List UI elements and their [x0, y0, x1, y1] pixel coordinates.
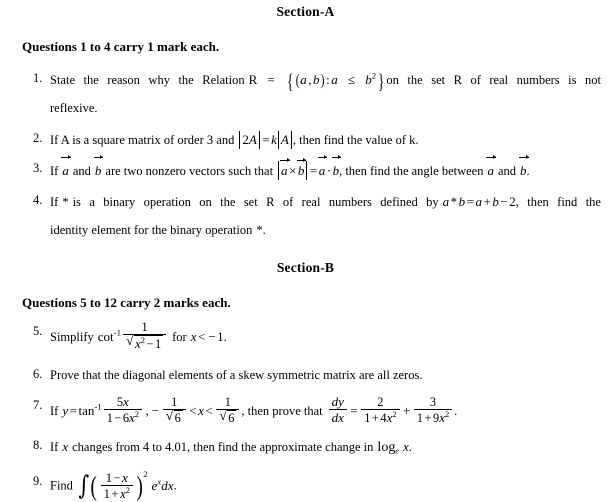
q2-determinant-formula: 2A = k A — [238, 132, 293, 147]
q3-vector-a-2: a — [487, 163, 494, 178]
q7-inequality: < x < — [189, 402, 213, 418]
q4-binary-op-formula: a * b = a + b − 2 — [442, 193, 516, 209]
q3-vector-b-2: b — [520, 163, 527, 178]
question-number-9: 9. — [33, 474, 43, 489]
question-item-6 — [33, 364, 611, 387]
q3-cross-dot-formula: a × b = a · b — [277, 163, 339, 178]
section-a-heading: Section-A — [276, 4, 335, 19]
q9-integral-formula: ∫( $\frac{1 - x}{1 + x^2}$ )$2e^xdx$ — [78, 469, 174, 502]
q7-lead-text: If — [50, 403, 59, 418]
q5-period: . — [223, 329, 227, 344]
question-number-6: 6. — [33, 366, 43, 381]
question-item-5 — [33, 321, 611, 352]
q5-cot-inverse-formula: $\cot^{-1}$ 1 √ $x^2 - 1$ — [98, 329, 168, 344]
q3-and-text-2: and — [497, 164, 517, 179]
q2-mid-text: , then find the value of k. — [292, 133, 419, 148]
exam-paper-page — [0, 4, 611, 502]
q7-period: . — [454, 403, 458, 418]
q4-line2-text: identity element for the binary operation — [50, 222, 253, 237]
section-a-marks-instruction: Questions 1 to 4 carry 1 mark each. — [22, 39, 220, 54]
q1-mid-text: on the set R of real numbers is not — [386, 73, 602, 87]
q1-lead-text: State the reason why the Relation — [50, 73, 245, 87]
q5-tail-text: for — [172, 329, 187, 344]
q1-relation-formula: R = { (a , b) : $a \le b^2$} — [248, 68, 385, 93]
question-number-5: 5. — [33, 323, 43, 338]
q9-period: . — [173, 478, 177, 493]
question-number-3: 3. — [33, 161, 43, 176]
question-number-8: 8. — [33, 438, 43, 453]
question-text-5 — [50, 321, 601, 352]
q8-mid-text: changes from 4 to 4.01, then find the approximate change in — [72, 440, 374, 455]
q7-lower-bound: − 1 √ 6 — [150, 403, 188, 418]
q8-period: . — [408, 440, 412, 455]
q3-vector-b: b — [95, 163, 102, 178]
q4-mid-text: is a binary operation on the set R of real numbers defined by — [72, 194, 439, 209]
question-item-2 — [33, 128, 611, 152]
q8-lead-text: If — [50, 440, 59, 455]
question-item-9 — [33, 471, 611, 502]
question-text-2 — [50, 128, 601, 152]
q4-star-symbol: * — [62, 194, 69, 209]
q3-vector-a: a — [62, 163, 69, 178]
question-text-6: Prove that the diagonal elements of a skew symmetric matrix are all zeros. — [50, 367, 423, 382]
q3-tail-text: , then find the angle between — [339, 164, 484, 179]
q3-and-text: and — [72, 164, 91, 179]
question-item-7 — [33, 395, 611, 426]
question-number-7: 7. — [33, 397, 43, 412]
q7-mid-text: , then prove that — [241, 403, 323, 418]
question-text-7 — [50, 395, 601, 426]
q7-upper-bound: 1 √ 6 — [214, 403, 241, 418]
question-text-3 — [50, 158, 601, 183]
q4-tail-text: , then find the — [515, 194, 601, 209]
q4-line2-period: . — [262, 222, 266, 237]
question-item-8 — [33, 435, 611, 461]
q2-lead-text: If A is a square matrix of order 3 and — [50, 133, 235, 148]
question-item-1 — [33, 68, 611, 120]
q4-lead-text: If — [50, 194, 59, 209]
section-b-heading: Section-B — [276, 259, 335, 275]
q3-lead-text: If — [50, 164, 59, 179]
q1-tail-text: reflexive. — [50, 101, 98, 116]
question-number-2: 2. — [33, 131, 43, 146]
question-item-3 — [33, 158, 611, 183]
question-number-1: 1. — [33, 71, 43, 85]
q7-y-equation: $y = \tan^{-1}$ $\frac{5x}{1 - 6x^2}$ , — [62, 393, 149, 425]
question-text-4 — [50, 190, 601, 242]
question-item-4 — [33, 190, 611, 242]
q3-mid-text: are two nonzero vectors such that — [105, 164, 274, 179]
question-text-1 — [50, 68, 601, 120]
q5-condition: x < − 1 — [190, 328, 224, 344]
q3-end-period: . — [526, 164, 530, 179]
question-text-9 — [50, 471, 601, 502]
question-number-4: 4. — [33, 192, 43, 207]
q8-variable-x: x — [62, 439, 69, 455]
q8-natural-log-term: $\log_e x$ — [377, 439, 409, 456]
question-text-8 — [50, 435, 601, 461]
q7-derivative-formula: $\frac{dy}{dx}$ = $\frac{2}{1 + 4x^2}$ + $\frac{3}{1 + 9x^2}$ — [327, 403, 455, 418]
q5-lead-text: Simplify — [50, 329, 94, 344]
q4-line2-star: * — [256, 222, 263, 237]
section-b-marks-instruction: Questions 5 to 12 carry 2 marks each. — [22, 294, 231, 310]
q9-lead-text: Find — [50, 478, 73, 493]
